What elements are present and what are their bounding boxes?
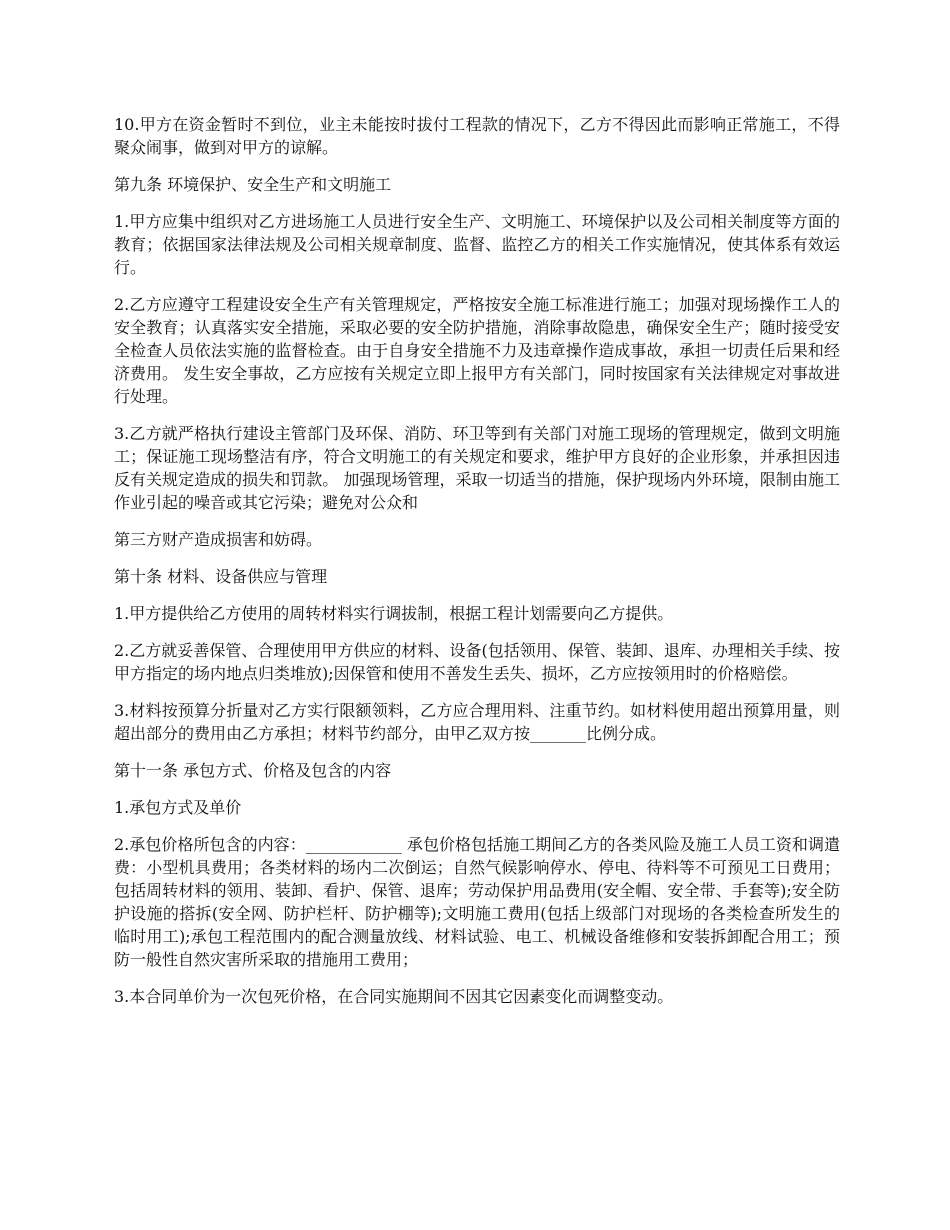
article-11-item-1: 1.承包方式及单价	[114, 798, 242, 817]
article-9-item-2: 2.乙方应遵守工程建设安全生产有关管理规定，严格按安全施工标准进行施工；加强对现场操作工人的安全教育；认真落实安全措施，采取必要的安全防护措施，消除事故隐患，确保安全生产；随时接受安全检查人员依法实施的监督检查。由于自身安全措施不力及违章操作造成事故，承担一切责任后果和经济费用。 发生安全事故，乙方应按有关规定立即上报甲方有关部门，同时按国家有关法律规定对事故进行处理。	[114, 295, 840, 406]
article-10-heading: 第十条 材料、设备供应与管理	[114, 567, 328, 586]
article-10-item-1: 1.甲方提供给乙方使用的周转材料实行调拔制，根据工程计划需要向乙方提供。	[114, 604, 674, 623]
article-11-item-3: 3.本合同单价为一次包死价格，在合同实施期间不因其它因素变化而调整变动。	[114, 987, 674, 1006]
article-10-item-2: 2.乙方就妥善保管、合理使用甲方供应的材料、设备(包括领用、保管、装卸、退库、办理相关手续、按甲方指定的场内地点归类堆放);因保管和使用不善发生丢失、损坏，乙方应按领用时的价格赔偿。	[114, 641, 840, 683]
article-11-heading: 第十一条 承包方式、价格及包含的内容	[114, 761, 392, 780]
article-9-item-3: 3.乙方就严格执行建设主管部门及环保、消防、环卫等到有关部门对施工现场的管理规定，做到文明施工；保证施工现场整洁有序，符合文明施工的有关规定和要求，维护甲方良好的企业形象，并承担因违反有关规定造成的损失和罚款。 加强现场管理，采取一切适当的措施，保护现场内外环境，限制由施工作业引起的噪音或其它污染；避免对公众和	[114, 424, 840, 512]
article-9-item-1: 1.甲方应集中组织对乙方进场施工人员进行安全生产、文明施工、环境保护以及公司相关制度等方面的教育；依据国家法律法规及公司相关规章制度、监督、监控乙方的相关工作实施情况，使其体系有效运行。	[114, 212, 840, 277]
clause-10-paragraph: 10.甲方在资金暂时不到位，业主未能按时拔付工程款的情况下，乙方不得因此而影响正常施工，不得聚众闹事，做到对甲方的谅解。	[114, 115, 840, 157]
article-11-item-2: 2.承包价格所包含的内容：____________ 承包价格包括施工期间乙方的各类风险及施工人员工资和调遣费：小型机具费用；各类材料的场内二次倒运；自然气候影响停水、停电、待料等不可预见工日费用；包括周转材料的领用、装卸、看护、保管、退库；劳动保护用品费用(安全帽、安全带、手套等);安全防护设施的搭拆(安全网、防护栏杆、防护棚等);文明施工费用(包括上级部门对现场的各类检查所发生的临时用工);承包工程范围内的配合测量放线、材料试验、电工、机械设备维修和安装拆卸配合用工；预防一般性自然灾害所采取的措施用工费用；	[114, 835, 840, 969]
article-10-item-3: 3.材料按预算分折量对乙方实行限额领料，乙方应合理用料、注重节约。如材料使用超出预算用量，则超出部分的费用由乙方承担；材料节约部分，由甲乙双方按_______比例分成。	[114, 701, 840, 743]
document-page	[114, 113, 840, 1022]
article-9-heading: 第九条 环境保护、安全生产和文明施工	[114, 175, 392, 194]
article-9-item-3-continued: 第三方财产造成损害和妨碍。	[114, 530, 323, 549]
